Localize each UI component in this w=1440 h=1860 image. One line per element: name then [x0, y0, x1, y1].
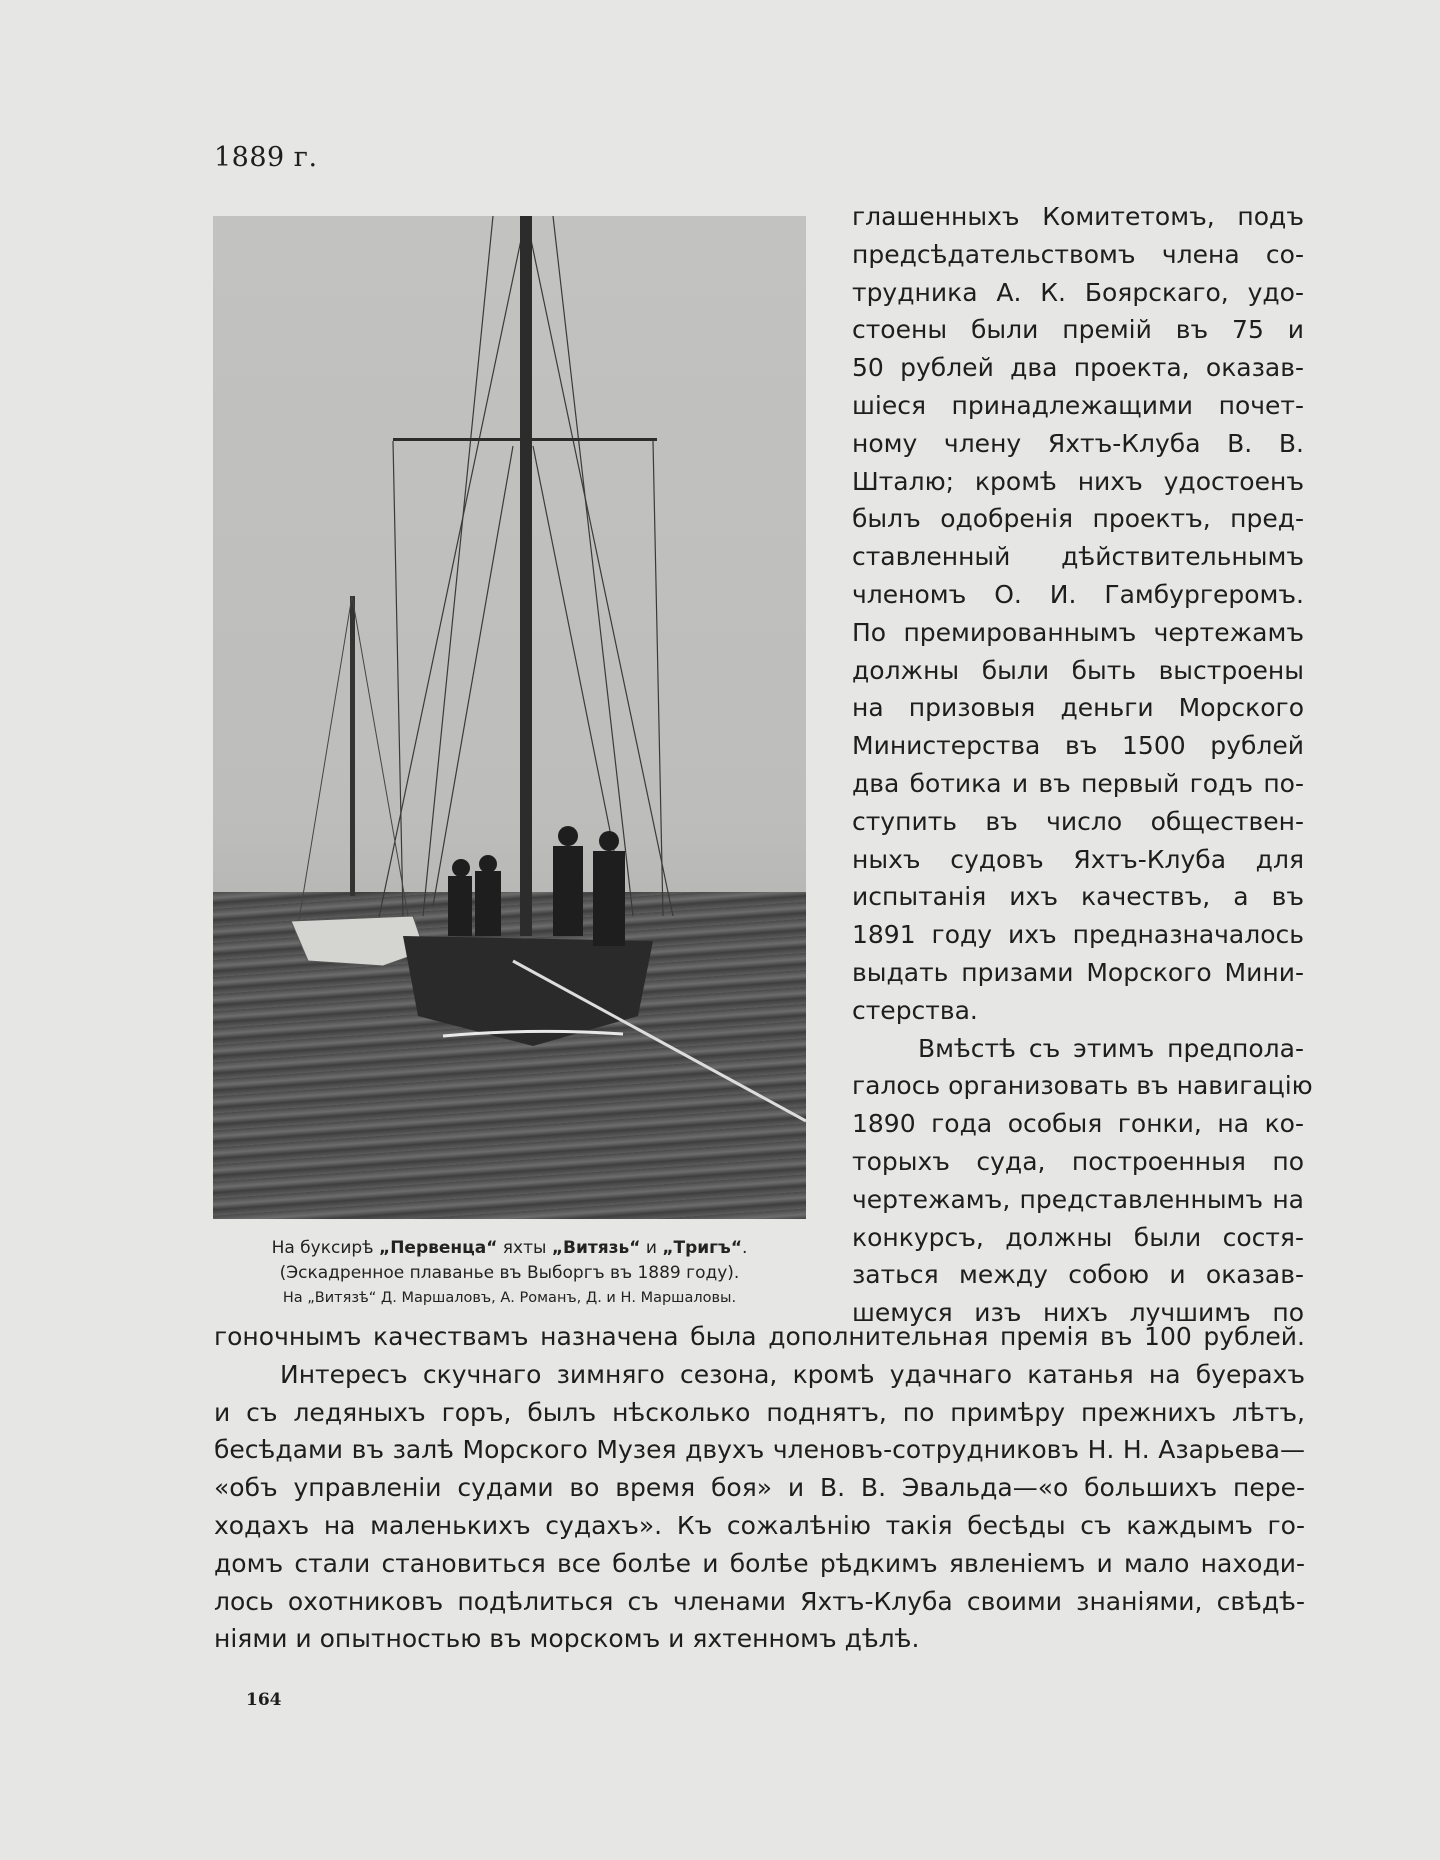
text-line-paragraph-end: стерства. [852, 995, 978, 1025]
text-line: ставленный дѣйствительнымъ [852, 542, 1304, 572]
text-line: шемуся изъ нихъ лучшимъ по [852, 1298, 1304, 1328]
text-line: шіеся принадлежащими почет- [852, 390, 1304, 420]
text-line: стоены были премій въ 75 и [852, 315, 1304, 345]
text-line: 1890 года особыя гонки, на ко- [852, 1109, 1304, 1139]
text-line: домъ стали становиться все болѣе и болѣе рѣдкимъ явленіемъ и мало находи- [214, 1548, 1305, 1578]
text-line: По премированнымъ чертежамъ [852, 617, 1304, 647]
text-line: лось охотниковъ подѣлиться съ членами Яхтъ-Клуба своими знаніями, свѣдѣ- [214, 1586, 1305, 1616]
text-line: ному члену Яхтъ-Клуба В. В. [852, 428, 1304, 458]
text-line: предсѣдательствомъ члена со- [852, 239, 1304, 269]
crosstree [393, 438, 657, 441]
text-line: выдать призами Морского Мини- [852, 957, 1304, 987]
photograph-yachts-under-tow [213, 216, 806, 1219]
text-line: испытанія ихъ качествъ, а въ [852, 882, 1304, 912]
text-line: конкурсъ, должны были состя- [852, 1222, 1304, 1252]
text-line: глашенныхъ Комитетомъ, подъ [852, 202, 1304, 231]
page-number: 164 [246, 1690, 282, 1710]
text-line: ныхъ судовъ Яхтъ-Клуба для [852, 844, 1304, 874]
text-line: ходахъ на маленькихъ судахъ». Къ сожалѣнію такія бесѣды съ каждымъ го- [214, 1510, 1305, 1540]
text-line-paragraph-end: ніями и опытностью въ морскомъ и яхтенномъ дѣлѣ. [214, 1624, 920, 1654]
text-line: заться между собою и оказав- [852, 1260, 1304, 1290]
caption-line-1: На буксирѣ „Первенца“ яхты „Витязь“ и „Тригъ“. [271, 1238, 748, 1258]
main-yacht-hull [403, 936, 653, 1046]
text-line: и съ ледяныхъ горъ, былъ нѣсколько поднятъ, по примѣру прежнихъ лѣтъ, [214, 1397, 1305, 1427]
text-line: чертежамъ, представленнымъ на [852, 1184, 1304, 1214]
text-line: Шталю; кромѣ нихъ удостоенъ [852, 466, 1304, 496]
text-line: былъ одобренія проектъ, пред- [852, 504, 1304, 534]
text-line: два ботика и въ первый годъ по- [852, 768, 1304, 798]
running-head-year: 1889 г. [214, 142, 318, 173]
text-line: должны были быть выстроены [852, 655, 1304, 685]
text-line-paragraph-start: Вмѣстѣ съ этимъ предпола- [918, 1033, 1304, 1063]
tow-line [513, 961, 806, 1121]
text-line-paragraph-start: Интересъ скучнаго зимняго сезона, кромѣ удачнаго катанья на буерахъ [280, 1359, 1305, 1389]
text-line: членомъ О. И. Гамбургеромъ. [852, 579, 1304, 609]
crew-figures [448, 826, 625, 946]
caption-line-3: На „Витязѣ“ Д. Маршаловъ, А. Романъ, Д. и Н. Маршаловы. [282, 1290, 737, 1306]
text-line: 50 рублей два проекта, оказав- [852, 353, 1304, 383]
second-yacht-mast [350, 596, 355, 896]
main-mast [520, 216, 532, 936]
figure-caption [213, 1236, 806, 1311]
text-line: торыхъ суда, построенныя по [852, 1146, 1304, 1176]
text-line: бесѣдами въ залѣ Морского Музея двухъ членовъ-сотрудниковъ Н. Н. Азарьева— [214, 1435, 1305, 1465]
text-line: гоночнымъ качествамъ назначена была дополнительная премія въ 100 рублей. [214, 1322, 1305, 1351]
text-line: на призовыя деньги Морского [852, 693, 1304, 723]
text-line: галось организовать въ навигацію [852, 1071, 1313, 1101]
text-line: «объ управленіи судами во время боя» и В. В. Эвальда—«о большихъ пере- [214, 1473, 1305, 1503]
text-line: ступить въ число обществен- [852, 806, 1304, 836]
text-line: 1891 году ихъ предназначалось [852, 920, 1304, 950]
caption-line-2: (Эскадренное плаванье въ Выборгъ въ 1889 году). [279, 1263, 740, 1283]
text-line: Министерства въ 1500 рублей [852, 731, 1304, 761]
text-line: трудника А. К. Боярскаго, удо- [852, 277, 1304, 307]
right-text-column [852, 198, 1313, 1332]
full-width-text-block [214, 1318, 1305, 1658]
yacht-illustration [213, 216, 806, 1219]
